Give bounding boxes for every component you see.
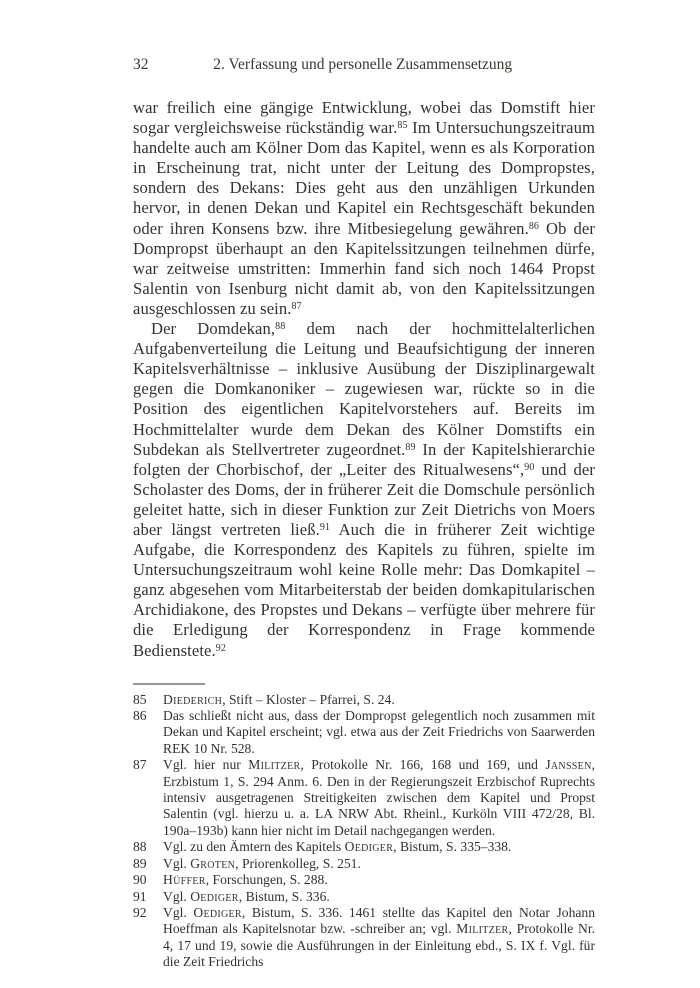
author-name-smallcaps: Janssen <box>545 757 592 773</box>
text-run: , Bistum, S. 336. <box>238 888 330 904</box>
footnote-number: 92 <box>133 904 147 920</box>
body-paragraph <box>133 319 595 661</box>
footnote-marker: 89 <box>405 441 416 453</box>
text-run: Der Domdekan, <box>151 319 276 339</box>
footnote-number: 89 <box>133 855 147 871</box>
author-name-smallcaps: Diederich <box>163 691 223 707</box>
footnote-text <box>163 889 595 905</box>
text-run: Ob der Dompropst überhaupt an den Kapitelssitzungen teilnehmen dürfe, war zeitweise umstritten: Immerhin fand sich noch 1464 Propst Salentin von Isenburg nicht damit ab, von den Kapitelssitzungen ausgeschlossen zu sein. <box>133 218 595 318</box>
footnote-item <box>133 692 595 708</box>
author-name-smallcaps: Hüffer <box>163 872 206 888</box>
footnote-number: 91 <box>133 888 147 904</box>
footnote-marker: 85 <box>397 120 408 132</box>
footnote-number: 86 <box>133 708 147 724</box>
footnote-item <box>133 889 595 905</box>
text-run: und der Scholaster des Doms, der in früherer Zeit die Domschule persönlich geleitet hatte, sich in dieser Funktion zur Zeit Dietrichs von Moers aber längst vertreten ließ. <box>133 459 595 539</box>
footnote-item <box>133 839 595 855</box>
footnote-marker: 86 <box>528 220 540 232</box>
text-run: Auch die in früherer Zeit wichtige Aufgabe, die Korrespondenz des Kapitels zu führen, spielte im Untersuchungszeitraum wohl keine Rolle mehr: Das Domkapitel – ganz abgesehen vom Mitarbeiterstab der beiden domkapitularischen Archidiakone, des Propstes und Dekans – verfügte über mehrere für die Erledigung der Korrespondenz in Frage kommende Bedienstete. <box>133 519 595 660</box>
text-run: Vgl. <box>163 888 191 904</box>
footnote-item <box>133 872 595 888</box>
footnote-marker: 90 <box>524 461 535 473</box>
text-run: Vgl. <box>163 855 191 871</box>
text-run: , Bistum, S. 335–338. <box>393 839 512 855</box>
footnote-number: 85 <box>133 691 147 707</box>
text-run: , Priorenkolleg, S. 251. <box>235 855 361 871</box>
text-run: Vgl. zu den Ämtern des Kapitels <box>163 839 345 855</box>
running-header <box>133 56 595 74</box>
text-run: , Bistum, S. 336. 1461 stellte das Kapitel den Notar Johann Hoeffman als Kapitelsnotar bzw. -schreiber an; vgl. <box>163 904 595 937</box>
author-name-smallcaps: Oediger <box>190 888 239 904</box>
footnote-text <box>163 708 595 757</box>
text-run: In der Kapitelshierarchie folgten der Chorbischof, der „Leiter des Ritualwesens“, <box>133 439 595 479</box>
footnote-text <box>163 856 595 872</box>
text-run: Vgl. <box>163 904 194 920</box>
text-run: Vgl. hier nur <box>163 757 249 773</box>
page-number: 32 <box>133 56 149 73</box>
author-name-smallcaps: Militzer <box>456 921 509 937</box>
footnote-number: 90 <box>133 872 147 888</box>
footnote-text <box>163 757 595 839</box>
author-name-smallcaps: Oediger <box>193 904 242 920</box>
footnote-separator-rule <box>133 683 205 685</box>
footnote-text <box>163 872 595 888</box>
footnote-item <box>133 757 595 839</box>
footnote-text <box>163 839 595 855</box>
body-text <box>133 98 595 661</box>
author-name-smallcaps: Militzer <box>248 757 301 773</box>
footnote-item <box>133 708 595 757</box>
footnote-marker: 92 <box>215 642 226 654</box>
text-run: , Erzbistum 1, S. 294 Anm. 6. Den in der Regierungszeit Erzbischof Ruprechts intensiv ausgetragenen Streitigkeiten zwischen dem Kapitel und Propst Salentin (vgl. hierzu u. a. LA NRW Abt. Rheinl., Kurköln VIII 472/28, Bl. 190a–193b) kann hier nicht im Detail nachgegangen werden. <box>163 757 596 838</box>
chapter-running-title: 2. Verfassung und personelle Zusammensetzung <box>213 56 513 73</box>
body-paragraph <box>133 98 595 319</box>
footnote-marker: 88 <box>275 321 286 333</box>
footnote-number: 88 <box>133 839 147 855</box>
footnote-number: 87 <box>133 757 147 773</box>
text-run: , Protokolle Nr. 166, 168 und 169, und <box>300 757 546 773</box>
text-run: , Stift – Kloster – Pfarrei, S. 24. <box>222 691 395 707</box>
author-name-smallcaps: Groten <box>190 855 236 871</box>
page-content <box>133 56 595 971</box>
footnote-marker: 91 <box>319 521 331 533</box>
footnote-text <box>163 692 595 708</box>
footnote-item <box>133 856 595 872</box>
footnote-item <box>133 905 595 971</box>
text-run: , Protokolle Nr. 4, 17 und 19, sowie die Ausführungen in der Einleitung ebd., S. IX f. Vgl. für die Zeit Friedrichs <box>163 921 595 970</box>
text-run: Im Untersuchungszeitraum handelte auch am Kölner Dom das Kapitel, wenn es als Korporation in Erscheinung trat, nicht unter der Leitung des Dompropstes, sondern des Dekans: Dies geht aus den unzähligen Urkunden hervor, in denen Dekan und Kapitel ein Rechtsgeschäft bekunden oder ihren Konsens bzw. ihre Mitbesiegelung gewähren. <box>133 118 595 238</box>
footnote-text <box>163 905 595 971</box>
footnote-marker: 87 <box>291 300 302 312</box>
text-run: , Forschungen, S. 288. <box>205 872 328 888</box>
footnotes-list <box>133 692 595 971</box>
text-run: war freilich eine gängige Entwicklung, wobei das Domstift hier sogar vergleichsweise rückständig war. <box>133 98 595 138</box>
text-run: Das schließt nicht aus, dass der Dompropst gelegentlich noch zusammen mit Dekan und Kapitel erscheint; vgl. etwa aus der Zeit Friedrichs von Saarwerden REK 10 Nr. 528. <box>163 708 595 756</box>
text-run: dem nach der hochmittelalterlichen Aufgabenverteilung die Leitung und Beaufsichtigung der inneren Kapitelsverhältnisse – inklusive Ausübung der Disziplinargewalt gegen die Domkanoniker – zugewiesen war, rückte so in die Position des eigentlichen Kapitelvorstehers auf. Bereits im Hochmittelalter wurde dem Dekan des Kölner Domstifts ein Subdekan als Stellvertreter zugeordnet. <box>133 319 595 459</box>
author-name-smallcaps: Oediger <box>344 839 394 855</box>
